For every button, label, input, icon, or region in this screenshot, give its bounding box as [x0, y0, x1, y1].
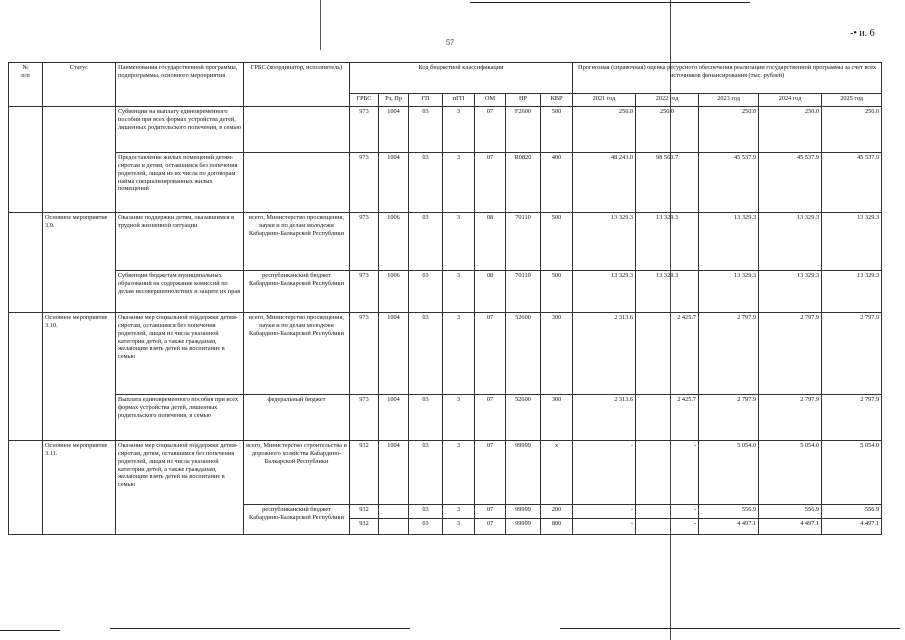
- status-cell: Основное мероприятие 3.10.: [43, 313, 116, 441]
- scan-line: [110, 628, 410, 629]
- value-cell: 4 497.1: [699, 519, 759, 535]
- name-cell: Оказание мер социальной поддержки детям-сиротам, детям, оставшимся без попечения родителей, лицам из числа указанной категории детей, а также гражданам, желающим взять детей на воспитание в семью: [116, 441, 244, 535]
- table-row: [9, 153, 882, 213]
- value-cell: 13 329.3: [573, 271, 636, 313]
- code-cell: 70110: [506, 271, 541, 313]
- code-cell: 03: [409, 313, 443, 395]
- header-budget-code: Код бюджетной классификации: [350, 63, 573, 94]
- value-cell: 13 329.3: [699, 213, 759, 271]
- code-cell: [379, 505, 409, 519]
- value-cell: 2 313.6: [573, 395, 636, 441]
- value-cell: -: [636, 441, 699, 505]
- code-cell: 99999: [506, 519, 541, 535]
- value-cell: 2 797.9: [759, 313, 822, 395]
- table-row: [9, 441, 882, 505]
- value-cell: 98 563.7: [636, 153, 699, 213]
- value-cell: 13 329.3: [699, 271, 759, 313]
- value-cell: -: [573, 505, 636, 519]
- code-cell: F2600: [506, 107, 541, 153]
- code-cell: 932: [350, 505, 379, 519]
- code-cell: 973: [350, 107, 379, 153]
- value-cell: 2 425.7: [636, 313, 699, 395]
- header-sub: 2021 год: [573, 94, 636, 107]
- header-sub: 2023 год: [699, 94, 759, 107]
- value-cell: -: [636, 519, 699, 535]
- header-sub: ОМ: [475, 94, 506, 107]
- value-cell: 4 497.1: [822, 519, 882, 535]
- value-cell: 13 329.3: [573, 213, 636, 271]
- status-cell: [43, 107, 116, 213]
- code-cell: 973: [350, 153, 379, 213]
- name-cell: Субвенции бюджетам муниципальных образований на содержание комиссий по делам несовершеннолетних и защите их прав: [116, 271, 244, 313]
- value-cell: 250.0: [636, 107, 699, 153]
- code-cell: 03: [409, 213, 443, 271]
- grbs-cell: [244, 107, 350, 153]
- value-cell: 13 329.3: [822, 213, 882, 271]
- code-cell: 99999: [506, 505, 541, 519]
- status-cell: Основное мероприятие 3.9.: [43, 213, 116, 313]
- code-cell: 99999: [506, 441, 541, 505]
- status-cell: Основное мероприятие 3.11.: [43, 441, 116, 535]
- value-cell: 250.0: [573, 107, 636, 153]
- code-cell: 03: [409, 505, 443, 519]
- grbs-cell: всего, Министерство строительства и дорожного хозяйства Кабардино-Балкарской Республики: [244, 441, 350, 505]
- code-cell: 500: [541, 213, 573, 271]
- header-grbs: ГРБС (координатор, исполнитель): [244, 63, 350, 107]
- code-cell: 3: [443, 271, 475, 313]
- code-cell: 08: [475, 213, 506, 271]
- name-cell: Оказание поддержки детям, оказавшимся в трудной жизненной ситуации: [116, 213, 244, 271]
- code-cell: 52600: [506, 395, 541, 441]
- code-cell: 1006: [379, 213, 409, 271]
- value-cell: 2 797.9: [699, 395, 759, 441]
- code-cell: 1004: [379, 153, 409, 213]
- value-cell: 13 329.3: [822, 271, 882, 313]
- code-cell: х: [541, 441, 573, 505]
- code-cell: 3: [443, 519, 475, 535]
- header-sub: ГП: [409, 94, 443, 107]
- code-cell: 03: [409, 519, 443, 535]
- value-cell: 556.9: [699, 505, 759, 519]
- value-cell: 2 797.9: [699, 313, 759, 395]
- table-row: [9, 395, 882, 441]
- code-cell: 800: [541, 519, 573, 535]
- value-cell: 250.0: [759, 107, 822, 153]
- code-cell: 500: [541, 107, 573, 153]
- value-cell: 13 329.3: [636, 271, 699, 313]
- code-cell: 07: [475, 505, 506, 519]
- code-cell: 1004: [379, 395, 409, 441]
- code-cell: 1004: [379, 441, 409, 505]
- code-cell: 3: [443, 313, 475, 395]
- value-cell: 2 313.6: [573, 313, 636, 395]
- code-cell: 07: [475, 153, 506, 213]
- grbs-cell: всего, Министерство просвещения, науки и по делам молодежи Кабардино-Балкарской Республики: [244, 313, 350, 395]
- code-cell: 500: [541, 271, 573, 313]
- code-cell: 07: [475, 519, 506, 535]
- code-cell: 1004: [379, 107, 409, 153]
- value-cell: 13 329.3: [759, 213, 822, 271]
- code-cell: 03: [409, 395, 443, 441]
- num-cell: [9, 313, 43, 441]
- table-row: [9, 107, 882, 153]
- value-cell: 556.9: [822, 505, 882, 519]
- name-cell: Предоставление жилых помещений детям-сиротам и детям, оставшимся без попечения родителей, лицам из их числа по договорам найма специализированных жилых помещений: [116, 153, 244, 213]
- name-cell: Оказание мер социальной поддержки детям-сиротам, оставшимся без попечения родителей, лицам из числа указанной категории детей, а также гражданам, желающим взять детей на воспитание в семью: [116, 313, 244, 395]
- corner-mark: ‑• и. 6: [850, 28, 875, 39]
- header-sub: КВР: [541, 94, 573, 107]
- code-cell: 400: [541, 153, 573, 213]
- code-cell: 03: [409, 107, 443, 153]
- value-cell: 250.0: [699, 107, 759, 153]
- code-cell: [379, 519, 409, 535]
- header-sub: НР: [506, 94, 541, 107]
- header-name: Наименования государственной программы, подпрограммы, основного мероприятия: [116, 63, 244, 107]
- value-cell: 2 797.9: [759, 395, 822, 441]
- header-sub: ГРБС: [350, 94, 379, 107]
- grbs-cell: республиканский бюджет Кабардино-Балкарской Республики: [244, 505, 350, 535]
- table-row: [9, 271, 882, 313]
- code-cell: 08: [475, 271, 506, 313]
- code-cell: 973: [350, 395, 379, 441]
- code-cell: 300: [541, 313, 573, 395]
- code-cell: 973: [350, 313, 379, 395]
- value-cell: 5 054.0: [759, 441, 822, 505]
- grbs-cell: республиканский бюджет Кабардино-Балкарской Республики: [244, 271, 350, 313]
- value-cell: 5 054.0: [699, 441, 759, 505]
- code-cell: 300: [541, 395, 573, 441]
- table-row: [9, 213, 882, 271]
- budget-table: [8, 62, 882, 535]
- code-cell: 03: [409, 153, 443, 213]
- code-cell: 973: [350, 213, 379, 271]
- header-num: № п/п: [9, 63, 43, 107]
- header-sub: пГП: [443, 94, 475, 107]
- code-cell: 07: [475, 441, 506, 505]
- code-cell: 1004: [379, 313, 409, 395]
- value-cell: 45 537.9: [759, 153, 822, 213]
- value-cell: 13 329.3: [759, 271, 822, 313]
- scan-line: [0, 630, 60, 631]
- code-cell: 932: [350, 441, 379, 505]
- num-cell: [9, 107, 43, 213]
- header-sub: 2025 год: [822, 94, 882, 107]
- code-cell: 3: [443, 213, 475, 271]
- code-cell: 3: [443, 107, 475, 153]
- value-cell: 2 797.9: [822, 395, 882, 441]
- code-cell: 3: [443, 395, 475, 441]
- value-cell: 13 329.3: [636, 213, 699, 271]
- code-cell: 07: [475, 313, 506, 395]
- value-cell: -: [573, 519, 636, 535]
- code-cell: R0820: [506, 153, 541, 213]
- value-cell: 2 425.7: [636, 395, 699, 441]
- value-cell: 250.0: [822, 107, 882, 153]
- table-row: [9, 313, 882, 395]
- code-cell: 52600: [506, 313, 541, 395]
- code-cell: 70110: [506, 213, 541, 271]
- header-row: [9, 63, 882, 94]
- header-forecast: Прогнозная (справочная) оценка ресурсного обеспечения реализации государственной программы за счет всех источников финансирования (тыс. рублей): [573, 63, 882, 94]
- code-cell: 03: [409, 441, 443, 505]
- code-cell: 3: [443, 505, 475, 519]
- page-number: 57: [446, 38, 454, 47]
- code-cell: 07: [475, 107, 506, 153]
- scan-line: [320, 0, 321, 50]
- value-cell: -: [636, 505, 699, 519]
- num-cell: [9, 441, 43, 535]
- header-sub: 2022 год: [636, 94, 699, 107]
- code-cell: 200: [541, 505, 573, 519]
- value-cell: 45 537.9: [822, 153, 882, 213]
- value-cell: -: [573, 441, 636, 505]
- code-cell: 03: [409, 271, 443, 313]
- value-cell: 45 537.9: [699, 153, 759, 213]
- header-sub: 2024 год: [759, 94, 822, 107]
- grbs-cell: федеральный бюджет: [244, 395, 350, 441]
- code-cell: 3: [443, 153, 475, 213]
- num-cell: [9, 213, 43, 313]
- value-cell: 556.9: [759, 505, 822, 519]
- code-cell: 973: [350, 271, 379, 313]
- grbs-cell: всего, Министерство просвещения, науки и по делам молодежи Кабардино-Балкарской Республики: [244, 213, 350, 271]
- code-cell: 07: [475, 395, 506, 441]
- scan-line: [470, 2, 750, 3]
- code-cell: 932: [350, 519, 379, 535]
- value-cell: 48 243.0: [573, 153, 636, 213]
- value-cell: 4 497.1: [759, 519, 822, 535]
- name-cell: Субвенции на выплату единовременного пособия при всех формах устройства детей, лишенных родительского попечения, в семью: [116, 107, 244, 153]
- value-cell: 2 797.9: [822, 313, 882, 395]
- header-status: Статус: [43, 63, 116, 107]
- grbs-cell: [244, 153, 350, 213]
- scan-line: [560, 628, 900, 629]
- code-cell: 3: [443, 441, 475, 505]
- code-cell: 1006: [379, 271, 409, 313]
- name-cell: Выплата единовременного пособия при всех формах устройства детей, лишенных родительского попечения, в семью: [116, 395, 244, 441]
- value-cell: 5 054.0: [822, 441, 882, 505]
- header-sub: Рз, Пр: [379, 94, 409, 107]
